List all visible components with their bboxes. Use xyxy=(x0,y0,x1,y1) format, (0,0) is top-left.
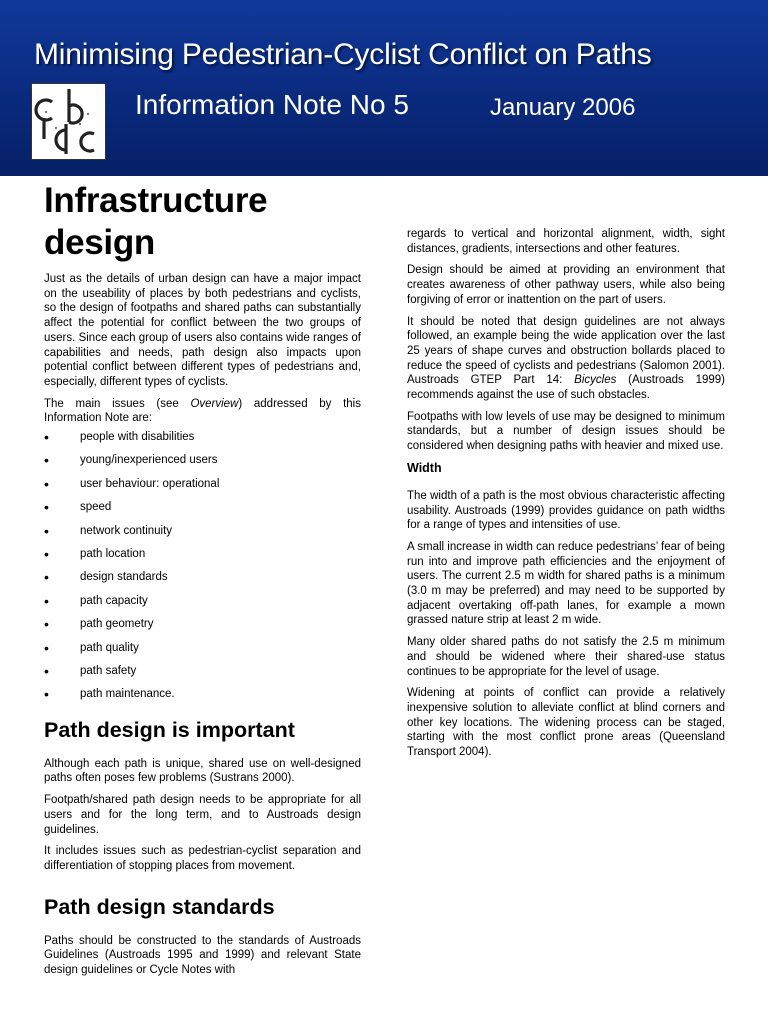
paragraph: Footpaths with low levels of use may be designed to minimum standards, but a number of design issues should be considered when designing paths with heavier and mixed use. xyxy=(407,410,725,453)
bicycles-reference: Bicycles xyxy=(574,374,617,387)
subheading-width: Width xyxy=(407,460,442,475)
right-column xyxy=(407,227,725,767)
list-item: • path capacity xyxy=(44,594,361,617)
list-item: • network continuity xyxy=(44,524,361,547)
paragraph: regards to vertical and horizontal alignment, width, sight distances, gradients, intersections and other features. xyxy=(407,228,725,255)
paragraph: The width of a path is the most obvious characteristic affecting usability. Austroads (1999) provides guidance on path widths for a range of types and intensities of use. xyxy=(407,489,725,532)
overview-reference: Overview xyxy=(190,397,239,410)
list-item: • path location xyxy=(44,547,361,570)
paragraph-text: It should be noted that design guidelines are not always followed, an example being the wide application over the last 25 years of shape curves and obstruction bollards placed to reduce the speed of cyclists and pedestrians (Salomon 2001). Austroads GTEP Part 14: xyxy=(407,315,725,387)
main-heading: Infrastructure design xyxy=(44,181,268,262)
list-item: • path safety xyxy=(44,664,361,687)
publication-date: January 2006 xyxy=(490,94,636,121)
paragraph xyxy=(407,315,725,403)
paragraph: Design should be aimed at providing an environment that creates awareness of other pathway users, while also being forgiving of error or inattention on the part of users. xyxy=(407,264,725,306)
paragraph: A small increase in width can reduce pedestrians’ fear of being run into and improve path efficiencies and the enjoyment of users. The current 2.5 m width for shared paths is a minimum (3.0 m may be preferred) and may need to be supported by adjacent overtaking off-path lanes, for example a mown grassed nature strip at least 2 m wide. xyxy=(407,540,725,627)
intro-paragraph: Just as the details of urban design can have a major impact on the useability of places by both pedestrians and cyclists, so the design of footpaths and shared paths can substantially affect the potential for conflict between the two groups of users. Since each group of users also contains wide ranges of capabilities and needs, path design also impacts upon potential conflict between different types of pedestrians and, especially, different types of cyclists. xyxy=(44,273,361,388)
list-item: • path maintenance. xyxy=(44,687,361,710)
section-heading-important: Path design is important xyxy=(44,717,295,742)
paragraph: Footpath/shared path design needs to be appropriate for all users and for the long term, and to Austroads design guidelines. xyxy=(44,794,361,836)
section-heading-standards: Path design standards xyxy=(44,894,275,919)
list-item: • people with disabilities xyxy=(44,430,361,453)
list-item: • path geometry xyxy=(44,617,361,640)
document-title: Minimising Pedestrian-Cyclist Conflict on Paths xyxy=(34,38,652,71)
paragraph: Many older shared paths do not satisfy the 2.5 m minimum and should be widened where their shared-use status continues to be appropriate for the level of usage. xyxy=(407,636,725,678)
list-item: • speed xyxy=(44,500,361,523)
paragraph-text-end: (Austroads 1999) recommends against the use of such obstacles. xyxy=(407,374,725,402)
header-banner xyxy=(0,0,768,176)
bdc-logo xyxy=(31,83,106,160)
paragraph: Paths should be constructed to the standards of Austroads Guidelines (Austroads 1995 and 1999) and relevant State design guidelines or Cycle Notes with xyxy=(44,934,361,977)
left-column xyxy=(44,180,361,985)
issues-intro-text: The main issues (see xyxy=(44,397,191,410)
paragraph: It includes issues such as pedestrian-cyclist separation and differentiation of stopping places from movement. xyxy=(44,845,361,872)
list-item: • young/inexperienced users xyxy=(44,453,361,476)
list-item: • user behaviour: operational xyxy=(44,477,361,500)
information-note-number: Information Note No 5 xyxy=(135,89,409,120)
issues-intro-paragraph xyxy=(44,397,361,426)
issues-list xyxy=(44,430,361,711)
list-item: • design standards xyxy=(44,570,361,593)
paragraph: Widening at points of conflict can provide a relatively inexpensive solution to alleviate conflict at blind corners and other key locations. The widening process can be staged, starting with the most conflict prone areas (Queensland Transport 2004). xyxy=(407,687,725,759)
list-item: • path quality xyxy=(44,641,361,664)
issues-intro-text-end: ) addressed by this Information Note are: xyxy=(44,397,361,425)
paragraph: Although each path is unique, shared use on well-designed paths often poses few problems (Sustrans 2000). xyxy=(44,757,361,785)
